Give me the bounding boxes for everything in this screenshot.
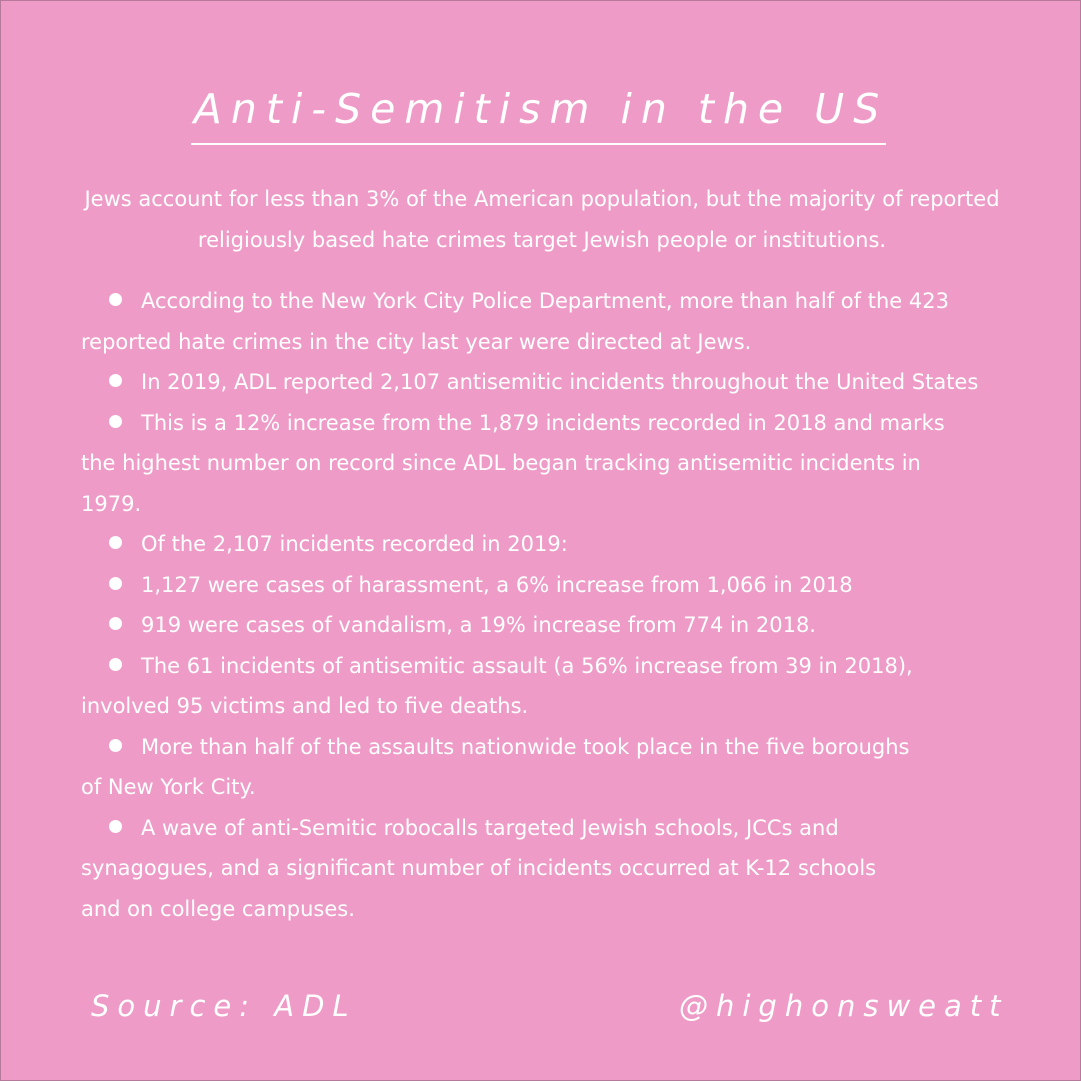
- fact-line: 919 were cases of vandalism, a 19% increase from 774 in 2018.: [141, 613, 816, 637]
- fact-line: 1979.: [81, 491, 142, 516]
- fact-list-item: [81, 403, 1041, 525]
- bullet-dot-icon: [109, 577, 122, 590]
- fact-list-item: [81, 808, 1041, 930]
- bullet-dot-icon: [109, 415, 122, 428]
- fact-line: reported hate crimes in the city last year were directed at Jews.: [81, 329, 752, 354]
- fact-line: A wave of anti-Semitic robocalls targeted Jewish schools, JCCs and: [141, 815, 839, 840]
- fact-line: In 2019, ADL reported 2,107 antisemitic incidents throughout the United States: [141, 370, 979, 394]
- fact-line: According to the New York City Police Department, more than half of the 423: [141, 289, 949, 313]
- fact-list: [81, 281, 1041, 929]
- bullet-dot-icon: [109, 658, 122, 671]
- fact-list-item: [81, 524, 1041, 565]
- fact-line: 1,127 were cases of harassment, a 6% increase from 1,066 in 2018: [141, 572, 853, 597]
- bullet-dot-icon: [109, 820, 122, 833]
- bullet-dot-icon: [109, 739, 122, 752]
- fact-line: Of the 2,107 incidents recorded in 2019:: [141, 532, 568, 556]
- bullet-dot-icon: [109, 293, 122, 306]
- fact-line: the highest number on record since ADL began tracking antisemitic incidents in: [81, 451, 921, 475]
- fact-line: This is a 12% increase from the 1,879 incidents recorded in 2018 and marks: [141, 410, 945, 435]
- fact-list-item: [81, 605, 1041, 646]
- source-credit: Source: ADL: [91, 989, 357, 1023]
- fact-list-item: [81, 281, 1041, 362]
- fact-list-item: [81, 727, 1041, 808]
- fact-list-item: [81, 362, 1041, 403]
- fact-line: More than half of the assaults nationwide took place in the five boroughs: [141, 734, 910, 759]
- intro-paragraph: Jews account for less than 3% of the American population, but the majority of reported religiously based hate crimes target Jewish people or institutions.: [84, 187, 1000, 252]
- fact-line: and on college campuses.: [81, 896, 355, 921]
- bullet-dot-icon: [109, 617, 122, 630]
- fact-list-item: [81, 646, 1041, 727]
- fact-line: synagogues, and a significant number of incidents occurred at K-12 schools: [81, 856, 877, 880]
- fact-line: The 61 incidents of antisemitic assault (a 56% increase from 39 in 2018),: [141, 653, 913, 678]
- bullet-dot-icon: [109, 374, 122, 387]
- fact-line: of New York City.: [81, 775, 256, 799]
- fact-list-item: [81, 565, 1041, 606]
- fact-line: involved 95 victims and led to five deaths.: [81, 694, 529, 718]
- title-underline: [191, 143, 886, 145]
- bullet-dot-icon: [109, 536, 122, 549]
- page-title: Anti-Semitism in the US: [193, 85, 889, 133]
- social-handle: @highonsweatt: [679, 989, 1009, 1023]
